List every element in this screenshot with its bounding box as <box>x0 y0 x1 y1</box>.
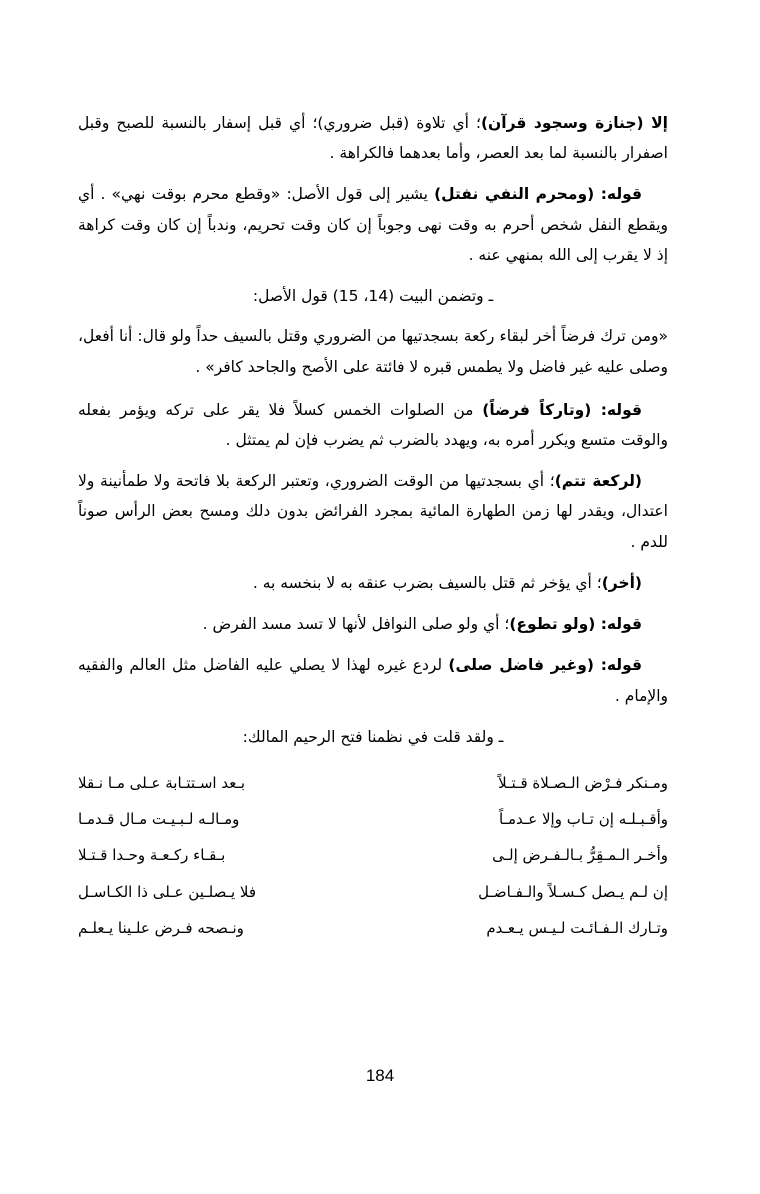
paragraph-9-text: لردع غيره لهذا لا يصلي عليه الفاضل مثل العالم والفقيه والإمام . <box>78 656 668 705</box>
paragraph-9-prefix: قوله: (وغير فاضل صلى) <box>448 656 642 675</box>
paragraph-5-prefix: قوله: (وتاركاً فرضاً) <box>482 400 642 419</box>
paragraph-2 <box>78 179 668 270</box>
poem-verse-row <box>78 875 668 911</box>
poem-hemistich-second: ونـصحه فـرض علـينا يـعلـم <box>78 918 244 937</box>
paragraph-8 <box>78 609 668 639</box>
poem-verse-row <box>78 766 668 802</box>
poem-hemistich-first: وأقـبـلـه إن تـاب وإلا عـدمـاً <box>499 810 668 829</box>
poem-hemistich-second: فلا يـصلـين عـلى ذا الكـاسـل <box>78 882 257 901</box>
paragraph-8-text: ؛ أي ولو صلى النوافل لأنها لا تسد مسد الفرض . <box>202 615 510 634</box>
paragraph-2-text: يشير إلى قول الأصل: «وقطع محرم بوقت نهي» . أي ويقطع النفل شخص أحرم به وقت نهى وجوباً إن كان وقت تحريم، وندباً إن كان وقت كراهة إذ لا يقرب إلى الله بمنهي عنه . <box>78 185 668 264</box>
paragraph-3-text: ـ وتضمن البيت (14، 15) قول الأصل: <box>252 287 494 306</box>
paragraph-7 <box>78 568 668 598</box>
poem-verse-row <box>78 838 668 874</box>
paragraph-10 <box>78 722 668 752</box>
quote-block-1 <box>78 321 668 381</box>
paragraph-1-text: ؛ أي تلاوة (قبل ضروري)؛ أي قبل إسفار بالنسبة للصبح وقبل اصفرار بالنسبة لما بعد العصر، وأما بعدهما فالكراهة . <box>78 114 668 163</box>
paragraph-2-prefix: قوله: (ومحرم النفي نفتل) <box>434 185 643 204</box>
paragraph-9 <box>78 650 668 710</box>
poem-hemistich-first: وأخـر الـمـقِرُّ بـالـفـرض إلـى <box>492 846 668 865</box>
paragraph-5-text: من الصلوات الخمس كسلاً فلا يقر على تركه ويؤمر بفعله والوقت متسع ويكرر أمره به، ويهدد بالضرب ثم يضرب فإن لم يمتثل . <box>78 400 668 449</box>
quote-block-1-text: «ومن ترك فرضاً أخر لبقاء ركعة بسجدتيها من الضروري وقتل بالسيف حداً ولو قال: أنا أفعل، وصلى عليه غير فاضل ولا يطمس قبره لا فائتة على الأصح والجاحد كافر» . <box>78 327 668 376</box>
paragraph-6 <box>78 466 668 557</box>
poem-table <box>78 766 668 947</box>
paragraph-1 <box>78 108 668 168</box>
paragraph-1-lead: إلا (جنازة وسجود قرآن) <box>480 114 668 132</box>
paragraph-5 <box>78 395 668 455</box>
page-body <box>78 108 668 947</box>
poem-hemistich-second: بـعد اسـتتـابة عـلى مـا نـقلا <box>78 773 246 792</box>
poem-hemistich-first: إن لـم يـصل كـسـلاً والـفـاضـل <box>478 882 668 901</box>
poem-hemistich-second: ومـالـه لـبـيـت مـال قـدمـا <box>78 810 240 829</box>
poem-verse-row <box>78 802 668 838</box>
paragraph-7-text: ؛ أي يؤخر ثم قتل بالسيف بضرب عنقه به لا بنخسه به . <box>252 573 602 592</box>
paragraph-3 <box>78 281 668 311</box>
paragraph-6-prefix: (لركعة تتم) <box>554 472 642 491</box>
paragraph-6-text: ؛ أي بسجدتيها من الوقت الضروري، وتعتبر الركعة بلا فاتحة ولا طمأنينة ولا اعتدال، ويقدر لها زمن الطهارة المائية بمجرد الفرائض بدون دلك ومسح بعض الرأس صوناً للدم . <box>78 472 668 551</box>
paragraph-10-text: ـ ولقد قلت في نظمنا فتح الرحيم المالك: <box>242 727 504 746</box>
page-number: 184 <box>365 1066 395 1085</box>
poem-hemistich-first: وتـارك الـفـائـت لـيـس يـعـدم <box>486 918 668 937</box>
poem-hemistich-first: ومـنكر فـرْض الـصـلاة قـتـلاً <box>498 773 668 792</box>
paragraph-8-prefix: قوله: (ولو تطوع) <box>509 615 642 634</box>
poem-verse-row <box>78 911 668 947</box>
paragraph-7-prefix: (أخر) <box>601 573 642 592</box>
poem-hemistich-second: بـقـاء ركـعـة وحـدا قـتـلا <box>78 846 226 865</box>
